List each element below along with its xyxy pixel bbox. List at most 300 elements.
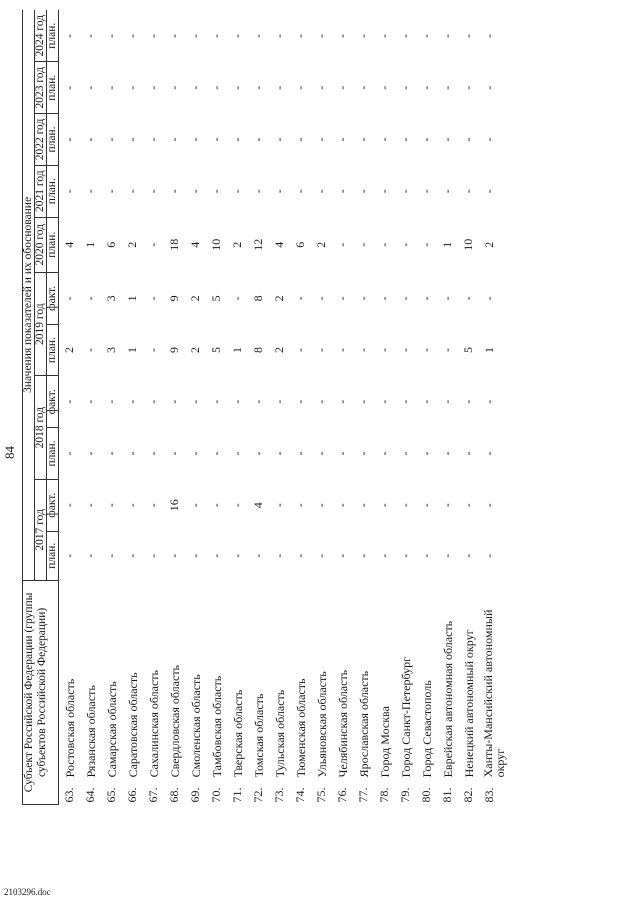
subject-name: Сахалинская область	[146, 669, 161, 778]
plan-header: план.	[47, 428, 59, 480]
row-number: 74.	[293, 787, 307, 803]
value-cell: -	[251, 553, 265, 558]
value-cell: -	[440, 348, 454, 353]
value-cell: 1	[440, 241, 454, 248]
value-cell: -	[83, 189, 97, 194]
row-number: 65.	[104, 787, 118, 803]
value-cell: -	[356, 189, 370, 194]
value-cell: -	[482, 137, 496, 142]
value-cell: -	[440, 33, 454, 38]
row-number: 64.	[83, 787, 97, 803]
value-cell: 1	[125, 347, 139, 354]
value-cell: -	[314, 33, 328, 38]
table-row	[332, 10, 353, 805]
value-cell: -	[188, 503, 202, 508]
value-cell: -	[146, 553, 160, 558]
value-cell: -	[314, 503, 328, 508]
value-cell: -	[146, 189, 160, 194]
subject-name: Ханты-Мансийский автономный округ	[481, 609, 507, 778]
value-cell: -	[272, 503, 286, 508]
value-cell: -	[251, 137, 265, 142]
value-cell: 5	[209, 295, 223, 302]
value-cell: -	[440, 137, 454, 142]
table-row	[164, 10, 185, 805]
table-row	[416, 10, 437, 805]
value-cell: -	[314, 85, 328, 90]
value-cell: -	[62, 451, 76, 456]
value-cell: -	[104, 503, 118, 508]
row-number: 73.	[272, 787, 286, 803]
value-cell: -	[461, 33, 475, 38]
value-cell: -	[272, 553, 286, 558]
value-cell: -	[272, 85, 286, 90]
value-cell: -	[230, 296, 244, 301]
value-cell: 2	[314, 241, 328, 248]
subject-name: Еврейская автономная область	[440, 620, 455, 778]
value-cell: -	[419, 189, 433, 194]
subject-name: Смоленская область	[188, 674, 203, 778]
value-cell: -	[335, 242, 349, 247]
value-cell: -	[188, 553, 202, 558]
value-cell: -	[398, 242, 412, 247]
year-header: 2019 год	[35, 272, 47, 375]
value-cell: -	[482, 33, 496, 38]
subject-name: Ульяновская область	[314, 671, 329, 778]
value-cell: 2	[272, 295, 286, 302]
value-cell: 2	[125, 241, 139, 248]
value-cell: -	[293, 348, 307, 353]
value-cell: -	[293, 189, 307, 194]
value-cell: 3	[104, 295, 118, 302]
value-cell: -	[440, 451, 454, 456]
value-cell: -	[146, 503, 160, 508]
value-cell: -	[440, 399, 454, 404]
value-cell: -	[146, 348, 160, 353]
value-cell: -	[377, 137, 391, 142]
value-cell: -	[335, 553, 349, 558]
value-cell: -	[419, 85, 433, 90]
value-cell: 18	[167, 238, 181, 251]
value-cell: -	[104, 137, 118, 142]
value-cell: 5	[461, 347, 475, 354]
row-number: 76.	[335, 787, 349, 803]
value-cell: -	[293, 137, 307, 142]
table-row	[353, 10, 374, 805]
value-cell: 6	[104, 241, 118, 248]
row-number: 67.	[146, 787, 160, 803]
value-cell: -	[461, 553, 475, 558]
value-cell: -	[104, 553, 118, 558]
value-cell: -	[335, 137, 349, 142]
value-cell: -	[461, 451, 475, 456]
value-cell: -	[188, 85, 202, 90]
value-cell: -	[461, 85, 475, 90]
year-header: 2023 год	[35, 62, 47, 114]
value-cell: -	[398, 348, 412, 353]
value-cell: -	[356, 553, 370, 558]
value-cell: 5	[209, 347, 223, 354]
value-cell: -	[83, 399, 97, 404]
subject-name: Тверская область	[230, 689, 245, 778]
value-cell: -	[335, 85, 349, 90]
value-cell: -	[335, 296, 349, 301]
row-number: 77.	[356, 787, 370, 803]
year-header: 2020 год	[35, 217, 47, 272]
value-cell: -	[314, 189, 328, 194]
page-number: 84	[2, 446, 17, 459]
footer-filename: 2103296.doc	[4, 887, 51, 897]
value-cell: -	[377, 33, 391, 38]
table-row	[395, 10, 416, 805]
value-cell: 1	[125, 295, 139, 302]
value-cell: -	[398, 33, 412, 38]
value-cell: -	[461, 296, 475, 301]
value-cell: -	[419, 503, 433, 508]
value-cell: -	[209, 553, 223, 558]
value-cell: -	[356, 242, 370, 247]
value-cell: -	[272, 33, 286, 38]
value-cell: -	[356, 33, 370, 38]
value-cell: -	[230, 399, 244, 404]
row-number: 82.	[461, 787, 475, 803]
value-cell: -	[167, 33, 181, 38]
value-cell: -	[356, 399, 370, 404]
table-row	[59, 10, 81, 805]
value-cell: -	[482, 503, 496, 508]
value-cell: -	[188, 33, 202, 38]
value-cell: -	[83, 348, 97, 353]
subject-name: Челябинская область	[335, 669, 350, 778]
value-cell: -	[230, 33, 244, 38]
value-cell: -	[419, 348, 433, 353]
value-cell: -	[83, 503, 97, 508]
value-cell: -	[251, 189, 265, 194]
value-cell: -	[398, 503, 412, 508]
table-row	[437, 10, 458, 805]
value-cell: -	[62, 189, 76, 194]
row-number: 72.	[251, 787, 265, 803]
value-cell: 1	[83, 241, 97, 248]
value-cell: -	[167, 399, 181, 404]
value-cell: 2	[272, 347, 286, 354]
row-number: 68.	[167, 787, 181, 803]
subject-name: Город Санкт-Петербург	[398, 656, 413, 778]
value-cell: -	[230, 189, 244, 194]
value-cell: -	[398, 399, 412, 404]
value-cell: -	[125, 451, 139, 456]
value-cell: 3	[104, 347, 118, 354]
value-cell: -	[125, 85, 139, 90]
value-cell: -	[482, 85, 496, 90]
value-cell: -	[209, 137, 223, 142]
value-cell: 4	[188, 241, 202, 248]
value-cell: -	[146, 451, 160, 456]
value-cell: -	[461, 503, 475, 508]
plan-header: план.	[47, 10, 59, 62]
value-cell: -	[146, 137, 160, 142]
value-cell: -	[356, 85, 370, 90]
value-cell: -	[419, 137, 433, 142]
row-number: 81.	[440, 787, 454, 803]
value-cell: -	[251, 399, 265, 404]
value-cell: 4	[251, 502, 265, 509]
subject-name: Город Севастополь	[419, 680, 434, 778]
row-number: 80.	[419, 787, 433, 803]
value-cell: -	[293, 553, 307, 558]
value-cell: -	[377, 503, 391, 508]
table-row	[122, 10, 143, 805]
subject-name: Ярославская область	[356, 670, 371, 778]
row-number: 63.	[62, 787, 76, 803]
value-cell: -	[377, 242, 391, 247]
value-cell: -	[125, 137, 139, 142]
value-cell: -	[377, 399, 391, 404]
table-row	[269, 10, 290, 805]
value-cell: -	[482, 399, 496, 404]
value-cell: -	[314, 348, 328, 353]
row-number: 71.	[230, 787, 244, 803]
value-cell: -	[293, 33, 307, 38]
value-cell: -	[335, 348, 349, 353]
value-cell: -	[104, 189, 118, 194]
value-cell: -	[461, 137, 475, 142]
value-cell: 2	[188, 347, 202, 354]
subject-name: Тамбовская область	[209, 675, 224, 778]
value-cell: -	[440, 189, 454, 194]
value-cell: -	[419, 242, 433, 247]
value-cell: -	[62, 399, 76, 404]
value-cell: -	[167, 189, 181, 194]
value-cell: -	[314, 451, 328, 456]
value-cell: -	[104, 451, 118, 456]
value-cell: -	[104, 33, 118, 38]
value-cell: -	[230, 85, 244, 90]
value-cell: 6	[293, 241, 307, 248]
value-cell: -	[398, 85, 412, 90]
value-cell: -	[251, 451, 265, 456]
indicators-table	[22, 10, 512, 805]
value-cell: -	[230, 553, 244, 558]
value-cell: -	[482, 189, 496, 194]
value-cell: 2	[482, 241, 496, 248]
year-header: 2022 год	[35, 114, 47, 166]
value-cell: -	[314, 399, 328, 404]
value-cell: -	[62, 553, 76, 558]
value-cell: 12	[251, 238, 265, 251]
value-cell: -	[314, 137, 328, 142]
value-cell: -	[293, 503, 307, 508]
row-number: 79.	[398, 787, 412, 803]
value-cell: -	[398, 189, 412, 194]
value-cell: -	[377, 189, 391, 194]
subject-name: Тульская область	[272, 689, 287, 778]
value-cell: -	[146, 85, 160, 90]
value-cell: -	[293, 85, 307, 90]
plan-header: план.	[47, 114, 59, 166]
value-cell: -	[209, 33, 223, 38]
value-cell: -	[377, 348, 391, 353]
value-cell: -	[293, 296, 307, 301]
value-cell: -	[209, 503, 223, 508]
value-cell: -	[419, 33, 433, 38]
value-cell: 1	[230, 347, 244, 354]
value-cell: -	[440, 85, 454, 90]
value-cell: -	[314, 296, 328, 301]
value-cell: 1	[482, 347, 496, 354]
value-cell: -	[461, 189, 475, 194]
value-cell: -	[398, 451, 412, 456]
subject-name: Ростовская область	[62, 678, 77, 778]
table-row	[290, 10, 311, 805]
table-row	[185, 10, 206, 805]
table-row	[458, 10, 479, 805]
value-cell: 9	[167, 295, 181, 302]
value-cell: -	[293, 399, 307, 404]
value-cell: 8	[251, 347, 265, 354]
value-cell: -	[167, 451, 181, 456]
row-number: 66.	[125, 787, 139, 803]
value-cell: -	[125, 189, 139, 194]
value-cell: 2	[62, 347, 76, 354]
fact-header: факт.	[47, 272, 59, 324]
year-header: 2024 год	[35, 10, 47, 62]
value-cell: -	[209, 399, 223, 404]
value-cell: -	[419, 296, 433, 301]
value-cell: -	[188, 137, 202, 142]
value-cell: 9	[167, 347, 181, 354]
value-cell: -	[167, 85, 181, 90]
plan-header: план.	[47, 531, 59, 580]
value-cell: -	[461, 399, 475, 404]
row-number: 75.	[314, 787, 328, 803]
subject-column-header: Субъект Российской Федерации (группы субъектов Российской Федерации)	[23, 580, 59, 804]
fact-header: факт.	[47, 479, 59, 531]
year-header: 2017 год	[35, 479, 47, 580]
value-cell: -	[272, 451, 286, 456]
value-cell: -	[377, 553, 391, 558]
subject-name: Рязанская область	[83, 685, 98, 778]
table-row	[227, 10, 248, 805]
plan-header: план.	[47, 324, 59, 376]
value-cell: -	[125, 33, 139, 38]
value-cell: -	[482, 296, 496, 301]
value-cell: -	[230, 503, 244, 508]
value-cell: -	[83, 33, 97, 38]
value-cell: -	[83, 451, 97, 456]
value-cell: -	[125, 553, 139, 558]
subject-name: Саратовская область	[125, 672, 140, 778]
value-cell: -	[377, 85, 391, 90]
value-cell: -	[440, 296, 454, 301]
value-cell: -	[230, 451, 244, 456]
value-cell: -	[146, 296, 160, 301]
value-cell: -	[356, 348, 370, 353]
value-cell: -	[125, 503, 139, 508]
value-cell: -	[335, 451, 349, 456]
value-cell: -	[440, 503, 454, 508]
table-row	[311, 10, 332, 805]
table-row	[374, 10, 395, 805]
subject-name: Тюменская область	[293, 678, 308, 778]
value-cell: -	[188, 399, 202, 404]
value-cell: -	[314, 553, 328, 558]
value-cell: -	[419, 399, 433, 404]
year-header: 2018 год	[35, 376, 47, 479]
value-cell: -	[62, 33, 76, 38]
value-cell: -	[356, 451, 370, 456]
value-cell: -	[356, 503, 370, 508]
value-cell: -	[398, 137, 412, 142]
plan-header: план.	[47, 62, 59, 114]
value-cell: -	[209, 189, 223, 194]
table-row	[80, 10, 101, 805]
table-row	[248, 10, 269, 805]
value-cell: -	[419, 451, 433, 456]
value-cell: -	[62, 85, 76, 90]
value-cell: -	[251, 33, 265, 38]
fact-header: факт.	[47, 376, 59, 428]
value-cell: -	[125, 399, 139, 404]
subject-name: Свердловская область	[167, 664, 182, 778]
subject-name: Самарская область	[104, 681, 119, 778]
value-cell: -	[104, 399, 118, 404]
table-row	[101, 10, 122, 805]
year-header: 2021 год	[35, 165, 47, 217]
value-cell: -	[83, 137, 97, 142]
value-cell: 4	[272, 241, 286, 248]
value-cell: -	[209, 451, 223, 456]
row-number: 83.	[482, 787, 496, 803]
subject-name: Город Москва	[377, 706, 392, 778]
table-row	[143, 10, 164, 805]
value-cell: -	[188, 451, 202, 456]
value-cell: -	[62, 137, 76, 142]
value-cell: -	[335, 189, 349, 194]
value-cell: 16	[167, 499, 181, 512]
value-cell: -	[62, 296, 76, 301]
value-cell: -	[419, 553, 433, 558]
value-cell: -	[335, 503, 349, 508]
value-cell: -	[482, 451, 496, 456]
value-cell: -	[146, 33, 160, 38]
subject-name: Томская область	[251, 693, 266, 778]
value-cell: -	[335, 33, 349, 38]
value-cell: -	[272, 189, 286, 194]
value-cell: 8	[251, 295, 265, 302]
table-row	[206, 10, 227, 805]
table-row	[479, 10, 512, 805]
value-cell: -	[377, 296, 391, 301]
value-cell: -	[272, 399, 286, 404]
value-cell: 10	[209, 238, 223, 251]
value-cell: -	[188, 189, 202, 194]
value-cell: -	[356, 296, 370, 301]
row-number: 69.	[188, 787, 202, 803]
plan-header: план.	[47, 165, 59, 217]
row-number: 78.	[377, 787, 391, 803]
value-cell: -	[293, 451, 307, 456]
row-number: 70.	[209, 787, 223, 803]
value-cell: -	[83, 553, 97, 558]
value-cell: 2	[188, 295, 202, 302]
value-cell: -	[104, 85, 118, 90]
plan-header: план.	[47, 217, 59, 272]
indicators-title: Значения показателей и их обоснование	[23, 10, 35, 580]
value-cell: -	[398, 553, 412, 558]
value-cell: 4	[62, 241, 76, 248]
value-cell: -	[377, 451, 391, 456]
value-cell: -	[335, 399, 349, 404]
